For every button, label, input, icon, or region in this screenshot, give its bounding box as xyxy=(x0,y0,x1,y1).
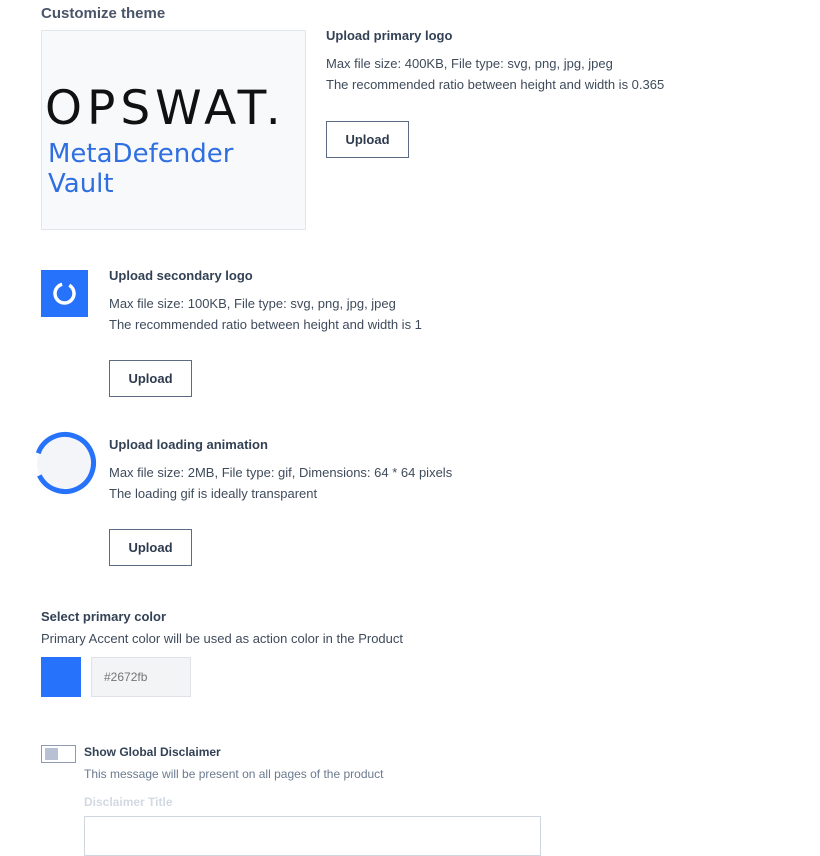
color-hex-input[interactable] xyxy=(91,657,191,697)
loading-animation-note: The loading gif is ideally transparent xyxy=(109,486,318,501)
upload-primary-logo-button[interactable]: Upload xyxy=(326,121,409,158)
secondary-logo-limits: Max file size: 100KB, File type: svg, png, jpg, jpeg xyxy=(109,296,396,311)
toggle-knob xyxy=(45,748,58,760)
global-disclaimer-toggle[interactable] xyxy=(41,745,76,763)
primary-logo-heading: Upload primary logo xyxy=(326,28,453,43)
product-name-text: MetaDefender Vault xyxy=(48,139,234,199)
secondary-logo-ratio: The recommended ratio between height and width is 1 xyxy=(109,317,422,332)
global-disclaimer-label: Show Global Disclaimer xyxy=(84,745,221,759)
upload-loading-animation-button[interactable]: Upload xyxy=(109,529,192,566)
opswat-logo-text: OPSWAT. xyxy=(45,81,286,136)
disclaimer-title-label: Disclaimer Title xyxy=(84,795,173,809)
loading-animation-heading: Upload loading animation xyxy=(109,437,268,452)
primary-color-heading: Select primary color xyxy=(41,609,166,624)
loading-animation-limits: Max file size: 2MB, File type: gif, Dimensions: 64 * 64 pixels xyxy=(109,465,453,480)
primary-logo-limits: Max file size: 400KB, File type: svg, png, jpg, jpeg xyxy=(326,56,613,71)
loading-spinner-icon xyxy=(32,430,98,496)
disclaimer-title-input[interactable] xyxy=(84,816,541,856)
primary-logo-preview xyxy=(41,30,306,230)
color-swatch[interactable] xyxy=(41,657,81,697)
global-disclaimer-hint: This message will be present on all pages of the product xyxy=(84,767,384,781)
secondary-logo-heading: Upload secondary logo xyxy=(109,268,253,283)
upload-secondary-logo-button[interactable]: Upload xyxy=(109,360,192,397)
secondary-logo-preview xyxy=(41,270,88,317)
primary-color-description: Primary Accent color will be used as action color in the Product xyxy=(41,631,404,646)
primary-logo-ratio: The recommended ratio between height and width is 0.365 xyxy=(326,77,665,92)
loading-animation-preview xyxy=(32,430,98,496)
page-title: Customize theme xyxy=(41,5,166,22)
ring-logo-icon xyxy=(41,270,88,317)
